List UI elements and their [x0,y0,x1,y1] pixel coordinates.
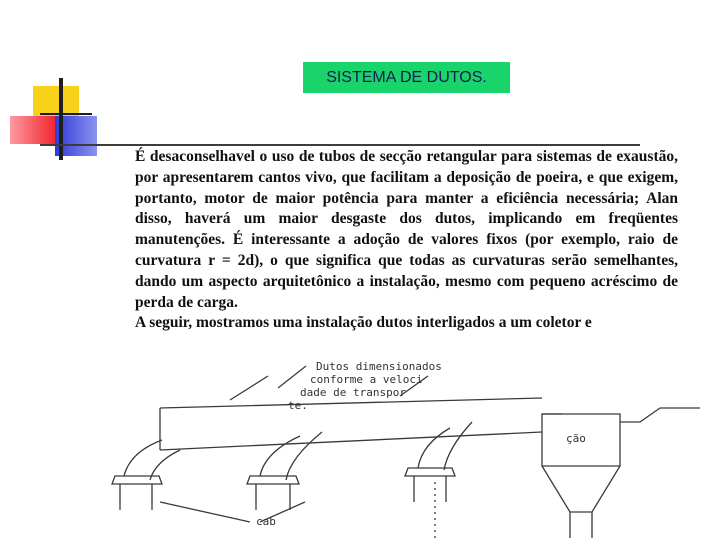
decor-vertical-line [59,78,63,160]
annotation-line-4: te. [288,399,308,412]
decor-short-horizontal-line [40,113,92,115]
leader-line-2 [278,366,306,388]
hood-2-legs [256,484,290,510]
hood-3-legs [414,476,446,502]
duct-system-diagram [100,352,720,540]
annotation-line-1: Dutos dimensionados [316,360,442,373]
slide-title [303,62,510,93]
collector-outlet [570,512,592,538]
duct-diagram-svg [100,352,720,540]
leader-line-1 [230,376,268,400]
hood-2 [247,476,299,484]
branch-duct-2 [260,432,322,480]
hood-3 [405,468,455,476]
branch-duct-1 [124,440,180,480]
annotation-line-3: dade de transpor [300,386,406,399]
body-paragraph-1: É desaconselhavel o uso de tubos de secção retangular para sistemas de exaustão, por apresentarem cantos vivo, que facilitam a deposição de poeira, e que exigem, portanto, motor de maior potência para manter a eficiência necessária; Alan disso, haverá um maior desgaste dos dutos, implicando em freqüentes manutenções. É interessante a adoção de valores fixos (por exemplo, raio de curvatura r = 2d), o que significa que todas as curvaturas serão semelhantes, dando um aspecto arquitetônico a instalação, mesmo com pequeno acréscimo de perda de carga. [135,148,678,311]
main-duct-bottom-edge [160,432,542,450]
annotation-line-2: conforme a veloci [310,373,423,386]
branch-duct-3 [418,422,472,470]
collector-exhaust-duct [620,408,700,422]
main-duct-top-edge [160,398,542,408]
decor-red-bar [10,116,56,144]
collector-hopper [542,466,620,512]
leader-line-4 [160,502,250,522]
slide-title-text: SISTEMA DE DUTOS. [326,68,487,86]
hood-1-legs [120,484,152,510]
hood-1 [112,476,162,484]
body-text [135,147,678,356]
collector-label: ção [566,432,586,445]
body-paragraph-2: A seguir, mostramos uma instalação dutos interligados a um coletor e [135,314,592,332]
header-divider-line [40,144,640,146]
hood-label: cab [256,515,276,528]
